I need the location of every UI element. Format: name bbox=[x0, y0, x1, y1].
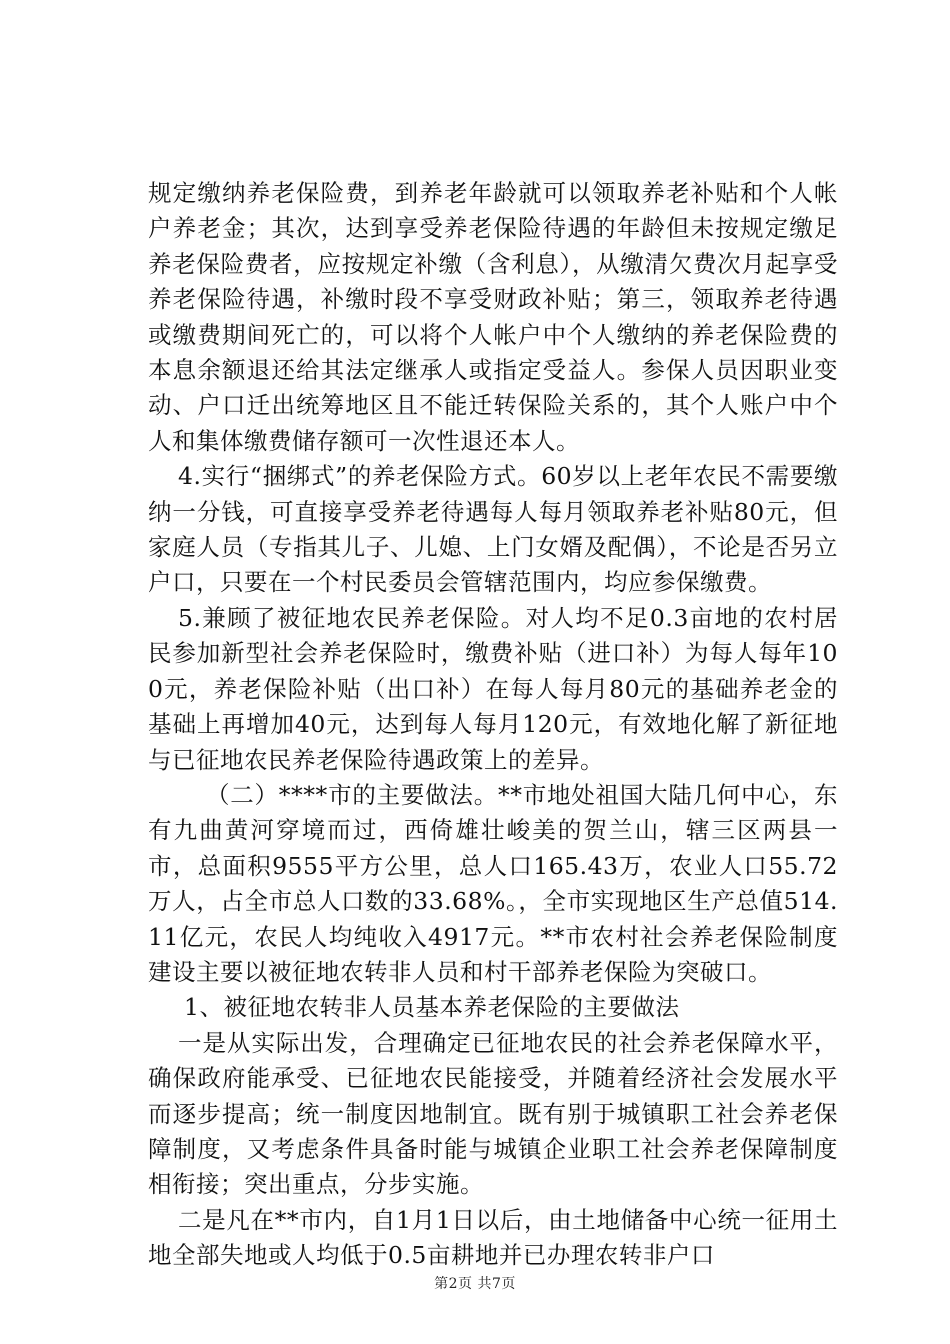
paragraph-section-2: （二）****市的主要做法。**市地处祖国大陆几何中心，东有九曲黄河穿境而过，西倚雄壮峻美的贺兰山，辖三区两县一市，总面积9555平方公里，总人口165.43万，农业人口55.72万人，占全市总人口数的33.68%。，全市实现地区生产总值514.11亿元，农民人均纯收入4917元。**市农村社会养老保险制度建设主要以被征地农转非人员和村干部养老保险为突破口。 bbox=[148, 780, 838, 986]
page-footer: 第2页 共7页 bbox=[434, 1276, 516, 1292]
paragraph-item-4: 4.实行“捆绑式”的养老保险方式。60岁以上老年农民不需要缴纳一分钱，可直接享受养老待遇每人每月领取养老补贴80元，但家庭人员（专指其儿子、儿媳、上门女婿及配偶），不论是否另立户口，只要在一个村民委员会管辖范围内，均应参保缴费。 bbox=[148, 462, 838, 597]
subsection-heading: 1、被征地农转非人员基本养老保险的主要做法 bbox=[184, 993, 680, 1022]
paragraph-continuation: 规定缴纳养老保险费，到养老年龄就可以领取养老补贴和个人帐户养老金；其次，达到享受养老保险待遇的年龄但未按规定缴足养老保险费者，应按规定补缴（含利息），从缴清欠费次月起享受养老保险待遇，补缴时段不享受财政补贴；第三，领取养老待遇或缴费期间死亡的，可以将个人帐户中个人缴纳的养老保险费的本息余额退还给其法定继承人或指定受益人。参保人员因职业变动、户口迁出统筹地区且不能迁转保险关系的，其个人账户中个人和集体缴费储存额可一次性退还本人。 bbox=[148, 179, 838, 455]
paragraph-point-2: 二是凡在**市内，自1月1日以后，由土地储备中心统一征用土地全部失地或人均低于0.5亩耕地并已办理农转非户口 bbox=[148, 1205, 838, 1270]
paragraph-item-5: 5.兼顾了被征地农民养老保险。对人均不足0.3亩地的农村居民参加新型社会养老保险时，缴费补贴（进口补）为每人每年100元，养老保险补贴（出口补）在每人每月80元的基础养老金的基础上再增加40元，达到每人每月120元，有效地化解了新征地与已征地农民养老保险待遇政策上的差异。 bbox=[148, 603, 838, 774]
paragraph-point-1: 一是从实际出发，合理确定已征地农民的社会养老保障水平，确保政府能承受、已征地农民能接受，并随着经济社会发展水平而逐步提高；统一制度因地制宜。既有别于城镇职工社会养老保障制度，又考虑条件具备时能与城镇企业职工社会养老保障制度相衔接；突出重点，分步实施。 bbox=[148, 1028, 838, 1199]
document-body bbox=[148, 176, 838, 1274]
